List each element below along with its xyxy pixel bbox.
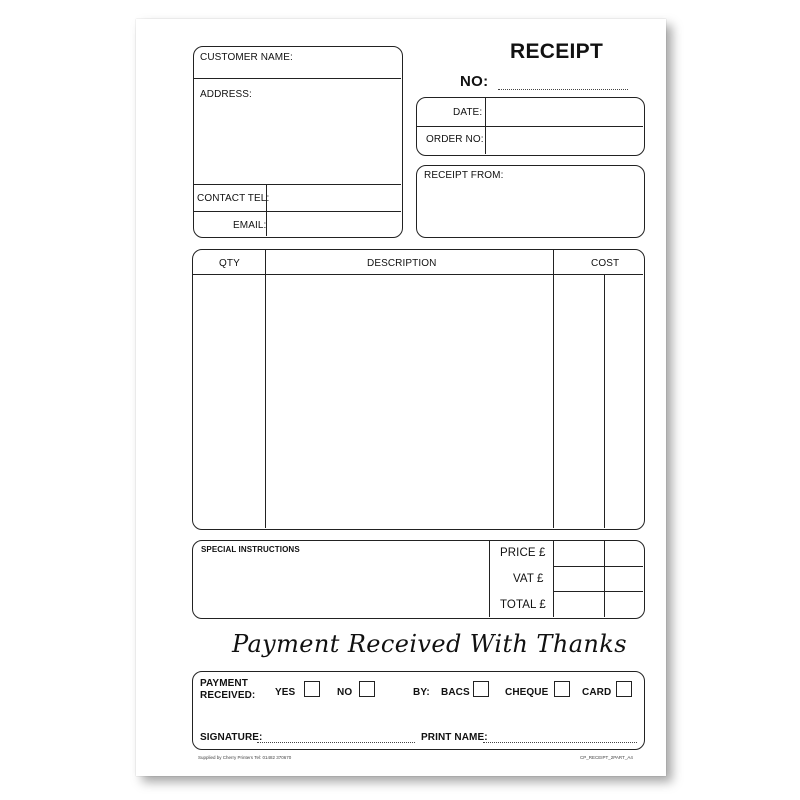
contact-tel-label: CONTACT TEL: bbox=[197, 193, 270, 204]
receipt-number-label: NO: bbox=[460, 73, 489, 90]
total-label: TOTAL £ bbox=[500, 599, 546, 611]
contact-tel-field[interactable] bbox=[267, 185, 401, 211]
customer-name-label: CUSTOMER NAME: bbox=[200, 52, 293, 63]
date-field[interactable] bbox=[486, 98, 643, 126]
address-field[interactable] bbox=[194, 102, 401, 184]
qty-header: QTY bbox=[219, 258, 240, 269]
cheque-checkbox[interactable] bbox=[554, 681, 570, 697]
signature-field[interactable] bbox=[257, 742, 415, 743]
qty-column[interactable] bbox=[193, 275, 265, 528]
print-name-label: PRINT NAME: bbox=[421, 732, 488, 743]
payment-received-label-2: RECEIVED: bbox=[200, 690, 256, 701]
receipt-page bbox=[136, 19, 666, 776]
cost-pounds-column[interactable] bbox=[554, 275, 604, 528]
receipt-title: RECEIPT bbox=[510, 40, 604, 63]
supplier-credit: Supplied by Cherry Printers Tel: 01482 370670 bbox=[198, 755, 292, 760]
card-label: CARD bbox=[582, 687, 612, 698]
receipt-number-field[interactable] bbox=[498, 89, 628, 90]
email-label: EMAIL: bbox=[233, 220, 267, 231]
receipt-from-label: RECEIPT FROM: bbox=[424, 170, 504, 181]
special-instructions-field[interactable] bbox=[193, 555, 489, 617]
card-checkbox[interactable] bbox=[616, 681, 632, 697]
receipt-from-box bbox=[416, 165, 645, 238]
vat-field[interactable] bbox=[554, 567, 643, 591]
price-label: PRICE £ bbox=[500, 547, 546, 559]
by-label: BY: bbox=[413, 687, 430, 698]
print-name-field[interactable] bbox=[483, 742, 637, 743]
customer-name-field[interactable] bbox=[194, 47, 401, 78]
description-column[interactable] bbox=[266, 275, 553, 528]
order-no-label: ORDER NO: bbox=[426, 134, 484, 145]
customer-divider bbox=[194, 78, 401, 79]
date-label: DATE: bbox=[453, 107, 483, 118]
payment-received-label-1: PAYMENT bbox=[200, 678, 248, 689]
order-no-field[interactable] bbox=[486, 127, 643, 154]
cost-pence-column[interactable] bbox=[605, 275, 643, 528]
bacs-label: BACS bbox=[441, 687, 470, 698]
order-info-box bbox=[416, 97, 645, 156]
thanks-script: Payment Received With Thanks bbox=[232, 630, 627, 658]
price-field[interactable] bbox=[554, 541, 643, 566]
items-table bbox=[192, 249, 645, 530]
totals-left-divider bbox=[489, 541, 490, 617]
special-instructions-label: SPECIAL INSTRUCTIONS bbox=[201, 545, 300, 554]
total-field[interactable] bbox=[554, 592, 643, 617]
totals-box bbox=[192, 540, 645, 619]
description-header: DESCRIPTION bbox=[367, 258, 437, 269]
vat-label: VAT £ bbox=[513, 573, 544, 585]
signature-label: SIGNATURE: bbox=[200, 732, 263, 743]
yes-label: YES bbox=[275, 687, 296, 698]
form-code: CP_RECEIPT_2PART_A4 bbox=[580, 755, 633, 760]
no-checkbox[interactable] bbox=[359, 681, 375, 697]
bacs-checkbox[interactable] bbox=[473, 681, 489, 697]
payment-box bbox=[192, 671, 645, 750]
customer-box bbox=[193, 46, 403, 238]
cheque-label: CHEQUE bbox=[505, 687, 549, 698]
no-label: NO bbox=[337, 687, 353, 698]
email-field[interactable] bbox=[267, 212, 401, 236]
address-label: ADDRESS: bbox=[200, 89, 252, 100]
receipt-from-field[interactable] bbox=[417, 182, 643, 236]
yes-checkbox[interactable] bbox=[304, 681, 320, 697]
cost-header: COST bbox=[591, 258, 620, 269]
